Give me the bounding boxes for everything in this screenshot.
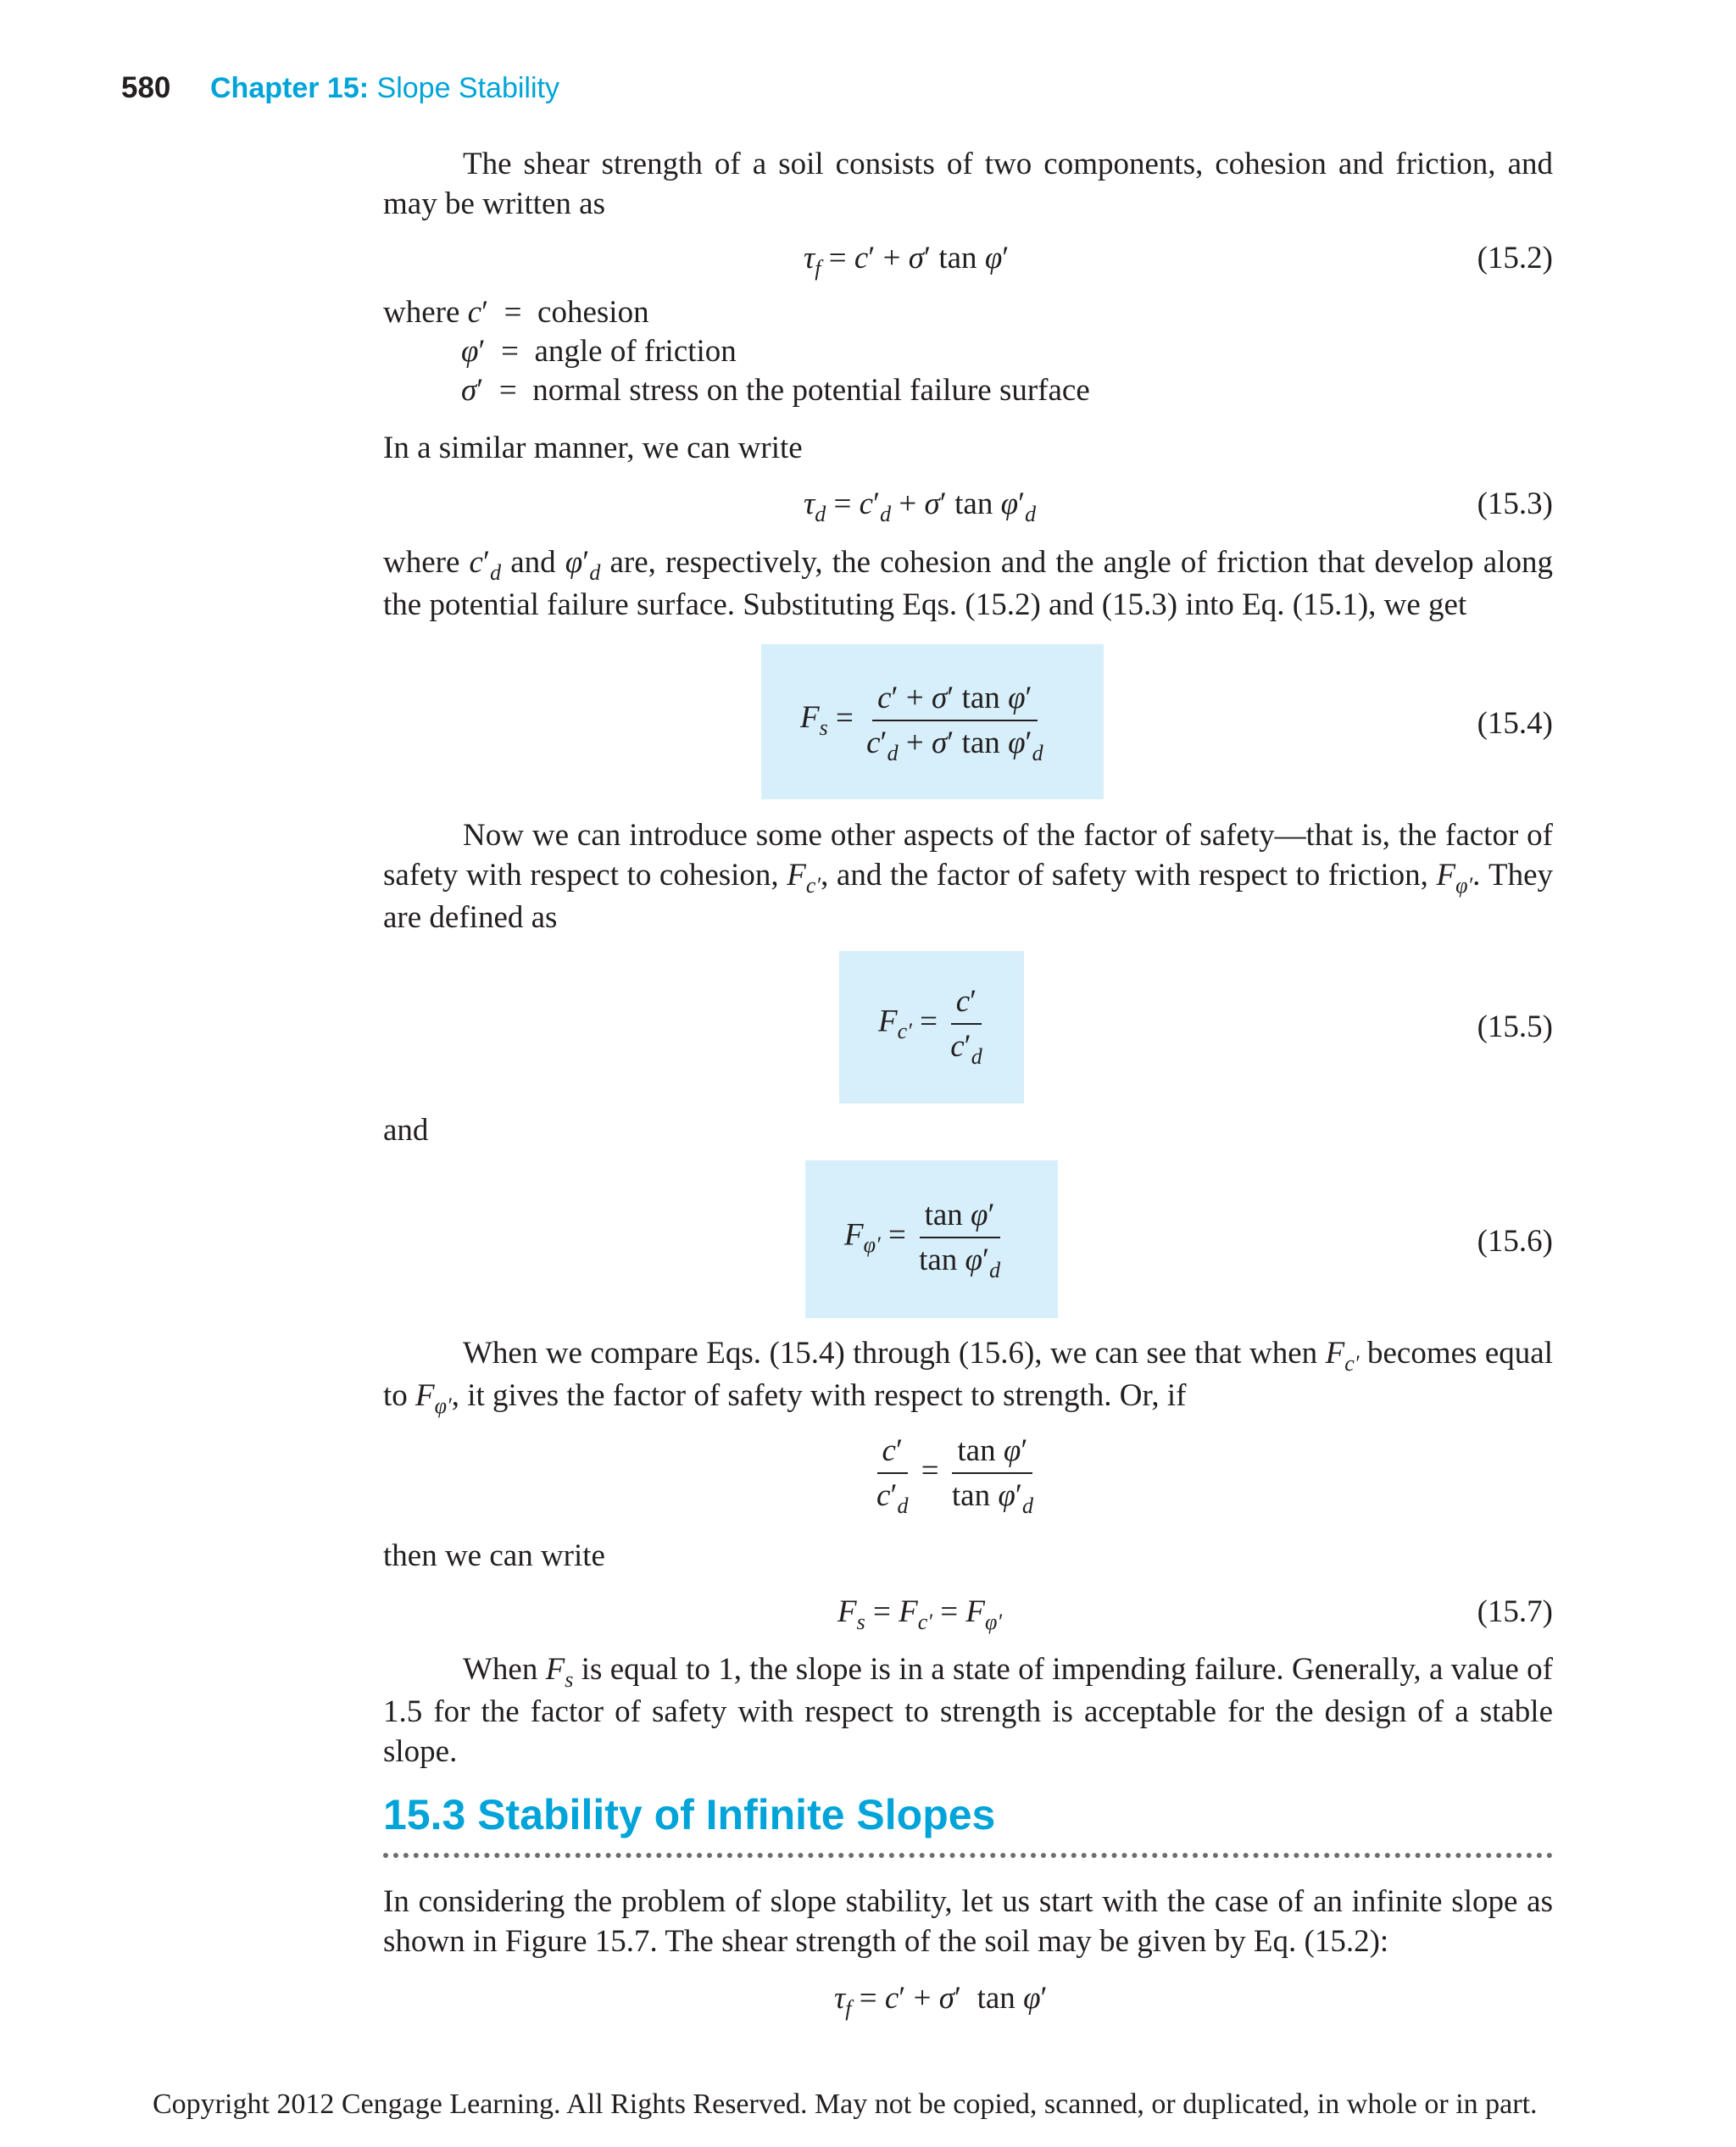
- equation-number-15-3: (15.3): [1477, 487, 1553, 521]
- definition-row-friction: φ′ = angle of friction: [461, 334, 737, 369]
- paragraph-intro: The shear strength of a soil consists of two components, cohesion and friction, and may be written as: [383, 147, 1553, 221]
- chapter-label: Chapter 15:: [210, 72, 370, 104]
- page-number: 580: [121, 71, 171, 104]
- section-heading: 15.3 Stability of Infinite Slopes: [383, 1791, 996, 1838]
- equation-shear-strength: $\tau_f = c' + \sigma'$ tan φ′: [834, 1981, 1048, 2021]
- equation-15-5: $F_{c'}$ = $\frac{c'}{c'_d}$: [878, 984, 982, 1069]
- paragraph-infinite-slope: In considering the problem of slope stability, let us start with the case of an infinite slope as shown in Figure 15.7. The shear strength of the soil may be given by Eq. (15.2):: [383, 1884, 1553, 1959]
- equation-number-15-6: (15.6): [1477, 1224, 1553, 1259]
- paragraph-compare: When we compare Eqs. (15.4) through (15.6), we can see that when $F_{c'}$ becomes equal to $F_{\varphi'}$, it gives the factor of safety with respect to strength. Or, if: [383, 1336, 1554, 1418]
- copyright-footer: Copyright 2012 Cengage Learning. All Rights Reserved. May not be copied, scanned, or duplicated, in whole or in part.: [153, 2089, 1538, 2120]
- definition-row-normal-stress: σ′ = normal stress on the potential failure surface: [461, 373, 1090, 408]
- paragraph-substitution: where $c'_d$ and $\varphi'_d$ are, respectively, the cohesion and the angle of friction that develop along the potential failure surface. Substituting Eqs. (15.2) and (15.3) into Eq. (15.1), we get: [383, 545, 1554, 622]
- equation-equality: $\frac{c'}{c'_d}$ = $\frac{\text{tan φ′}}{\tan \varphi'_d}$: [876, 1433, 1033, 1518]
- paragraph-factor-definitions: Now we can introduce some other aspects of the factor of safety—that is, the factor of safety with respect to cohesion, $F_{c'}$, and the factor of safety with respect to friction, $F_{\varphi'}$. They are defined as: [383, 818, 1554, 935]
- definition-row-cohesion: where c′ = cohesion: [383, 295, 649, 330]
- equation-15-4: $F_s$ = $\frac{\text{c′ + σ′ tan φ′}}{c'_d + \sigma' \tan \varphi'_d}$: [800, 681, 1043, 765]
- paragraph-impending-failure: When $F_s$ is equal to 1, the slope is in a state of impending failure. Generally, a value of 1.5 for the factor of safety with respect to strength is acceptable for the design of a stable slope.: [383, 1652, 1553, 1769]
- text-then: then we can write: [383, 1538, 605, 1573]
- equation-number-15-5: (15.5): [1477, 1010, 1553, 1044]
- running-header: [210, 72, 559, 105]
- equation-number-15-7: (15.7): [1477, 1594, 1553, 1629]
- equation-15-7: $F_s = F_{c'} = F_{\varphi'}$: [837, 1594, 1003, 1634]
- equation-15-2: $\tau_f = c' + \sigma'$ tan φ′: [804, 241, 1010, 281]
- equation-number-15-4: (15.4): [1477, 706, 1553, 741]
- paragraph-similar: In a similar manner, we can write: [383, 431, 803, 465]
- equation-15-6: $F_{\varphi'}$ = $\frac{\text{tan φ′}}{\tan \varphi'_d}$: [844, 1198, 1001, 1282]
- heading-dotted-rule: [383, 1853, 1553, 1858]
- text-and: and: [383, 1113, 429, 1148]
- equation-15-3: $\tau_d = c'_d + \sigma'$ $\tan \varphi'_d$: [804, 487, 1037, 526]
- equation-number-15-2: (15.2): [1477, 241, 1553, 275]
- chapter-title: Slope Stability: [376, 72, 559, 104]
